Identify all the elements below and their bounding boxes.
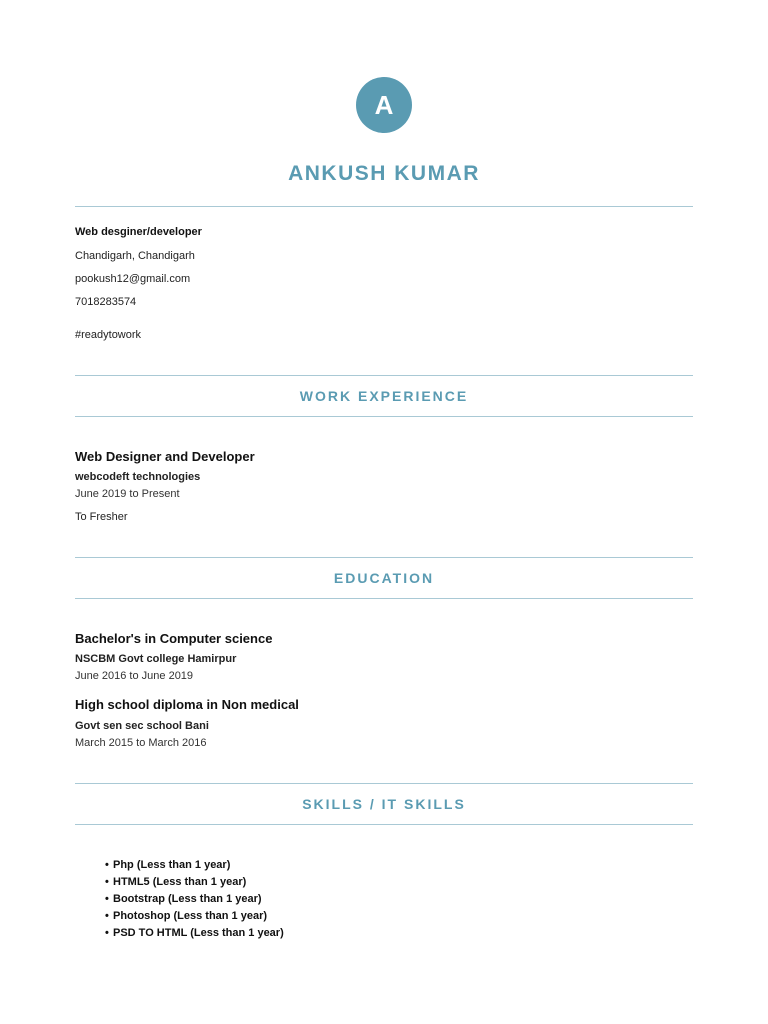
- bullet: •: [105, 859, 109, 871]
- skill-label: Bootstrap (Less than 1 year): [113, 893, 262, 905]
- divider: [75, 416, 693, 417]
- skills-list: [105, 857, 284, 942]
- skill-item: [105, 925, 284, 942]
- skill-item: [105, 891, 284, 908]
- skill-label: Php (Less than 1 year): [113, 859, 231, 871]
- hashtag: #readytowork: [75, 329, 142, 341]
- skill-label: Photoshop (Less than 1 year): [113, 910, 268, 922]
- phone: 7018283574: [75, 296, 137, 308]
- divider: [75, 598, 693, 599]
- bullet: •: [105, 910, 109, 922]
- education-degree: High school diploma in Non medical: [75, 697, 299, 712]
- divider: [75, 783, 693, 784]
- avatar: [356, 77, 412, 133]
- work-dates: June 2019 to Present: [75, 488, 180, 500]
- bullet: •: [105, 876, 109, 888]
- education-school: Govt sen sec school Bani: [75, 720, 209, 732]
- skill-label: HTML5 (Less than 1 year): [113, 876, 247, 888]
- divider: [75, 557, 693, 558]
- section-title-skills: SKILLS / IT SKILLS: [302, 796, 466, 812]
- skill-item: [105, 857, 284, 874]
- divider: [75, 375, 693, 376]
- work-company: webcodeft technologies: [75, 471, 201, 483]
- education-degree: Bachelor's in Computer science: [75, 631, 273, 646]
- email: pookush12@gmail.com: [75, 273, 191, 285]
- education-dates: June 2016 to June 2019: [75, 670, 194, 682]
- section-title-work: WORK EXPERIENCE: [299, 388, 469, 404]
- divider: [75, 824, 693, 825]
- location: Chandigarh, Chandigarh: [75, 250, 195, 262]
- skill-item: [105, 874, 284, 891]
- skill-item: [105, 908, 284, 925]
- candidate-name: ANKUSH KUMAR: [288, 162, 480, 185]
- work-description: To Fresher: [75, 511, 128, 523]
- section-title-education: EDUCATION: [333, 570, 435, 586]
- education-school: NSCBM Govt college Hamirpur: [75, 653, 237, 665]
- education-dates: March 2015 to March 2016: [75, 737, 207, 749]
- work-role: Web Designer and Developer: [75, 449, 255, 464]
- resume-page: [75, 0, 693, 1024]
- skill-label: PSD TO HTML (Less than 1 year): [113, 927, 284, 939]
- bullet: •: [105, 893, 109, 905]
- avatar-initial: A: [374, 89, 394, 120]
- headline: Web desginer/developer: [75, 226, 202, 238]
- divider: [75, 206, 693, 207]
- bullet: •: [105, 927, 109, 939]
